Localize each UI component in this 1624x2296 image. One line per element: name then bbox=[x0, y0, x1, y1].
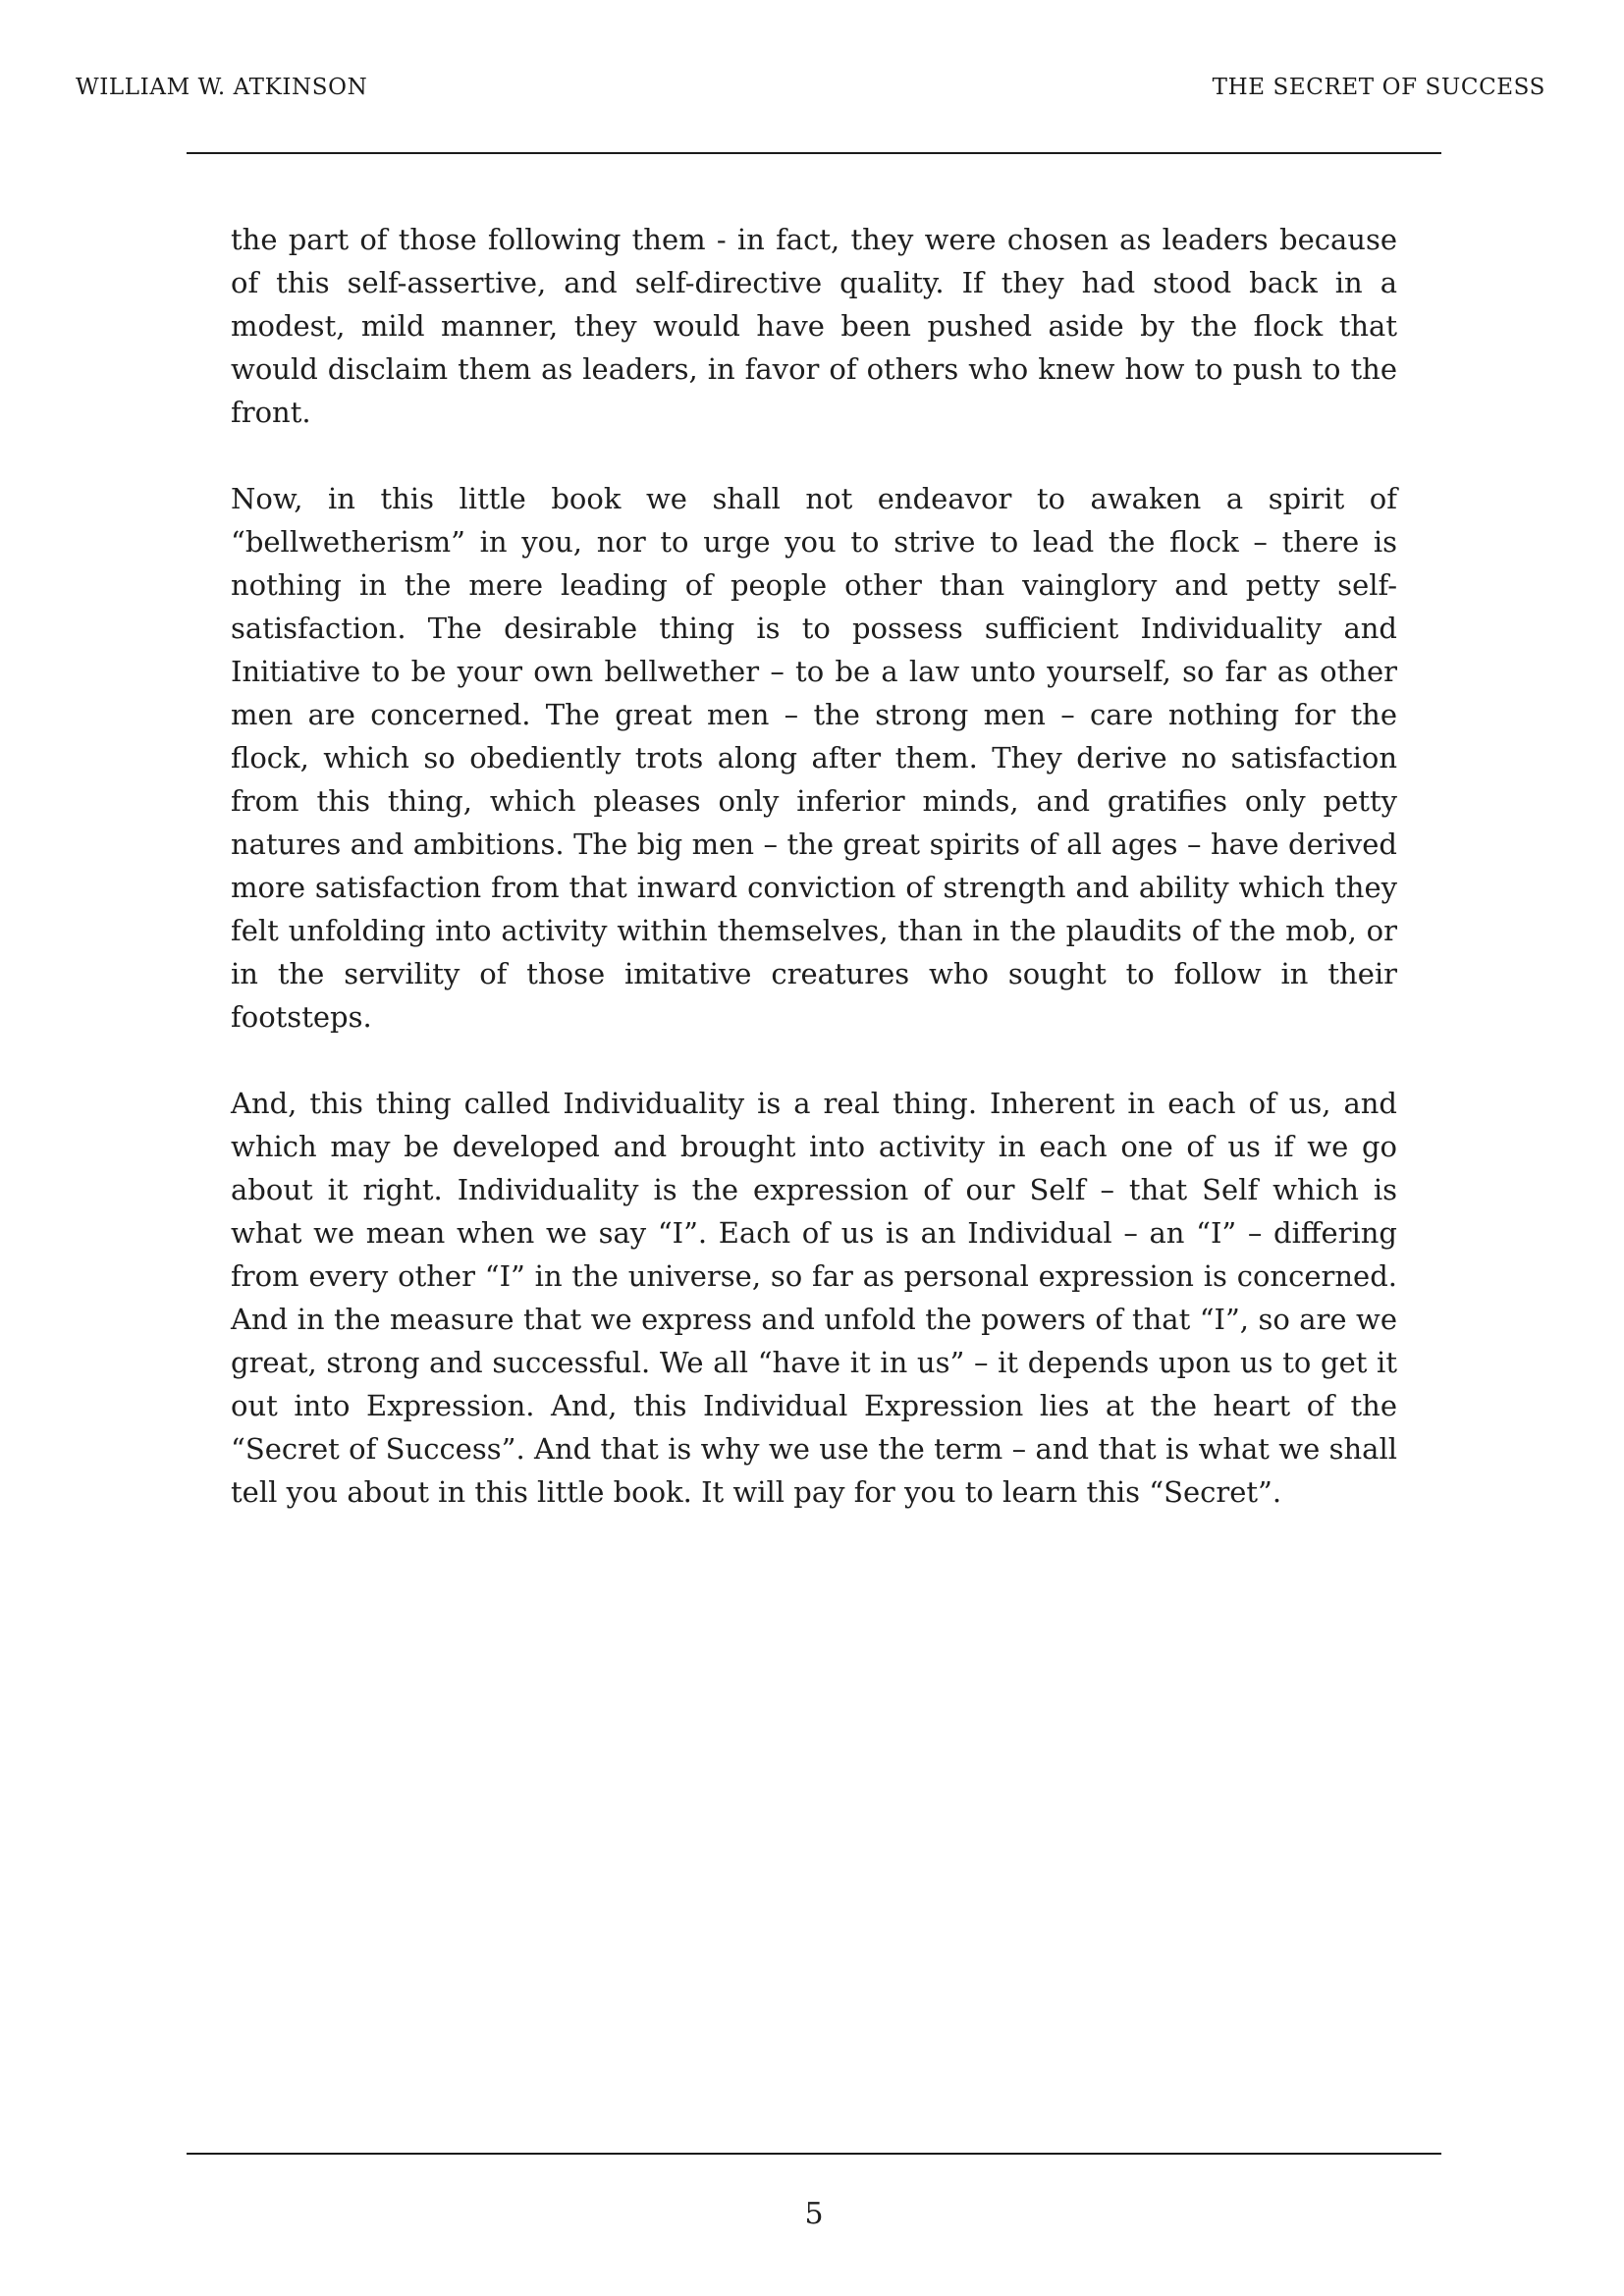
header-divider bbox=[187, 152, 1441, 154]
paragraph: Now, in this little book we shall not endeavor to awaken a spirit of “bellwetherism” in you, nor to urge you to strive to lead the flock – there is nothing in the mere leading of people other than vainglory and petty self-satisfaction. The desirable thing is to possess sufficient Individuality and Initiative to be your own bellwether – to be a law unto yourself, so far as other men are concerned. The great men – the strong men – care nothing for the flock, which so obediently trots along after them. They derive no satisfaction from this thing, which pleases only inferior minds, and gratifies only petty natures and ambitions. The big men – the great spirits of all ages – have derived more satisfaction from that inward conviction of strength and ability which they felt unfolding into activity within themselves, than in the plaudits of the mob, or in the servility of those imitative creatures who sought to follow in their footsteps. bbox=[231, 482, 1397, 1034]
running-head-author: WILLIAM W. ATKINSON bbox=[76, 75, 368, 100]
page-number: 5 bbox=[804, 2197, 824, 2231]
running-head-title: THE SECRET OF SUCCESS bbox=[1212, 75, 1545, 100]
page-body bbox=[231, 218, 1397, 1514]
running-head bbox=[76, 75, 1545, 100]
paragraph: And, this thing called Individuality is a real thing. Inherent in each of us, and which may be developed and brought into activity in each one of us if we go about it right. Individuality is the expression of our Self – that Self which is what we mean when we say “I”. Each of us is an Individual – an “I” – differing from every other “I” in the universe, so far as personal expression is concerned. And in the measure that we express and unfold the powers of that “I”, so are we great, strong and successful. We all “have it in us” – it depends upon us to get it out into Expression. And, this Individual Expression lies at the heart of the “Secret of Success”. And that is why we use the term – and that is what we shall tell you about in this little book. It will pay for you to learn this “Secret”. bbox=[231, 1087, 1397, 1509]
paragraph: the part of those following them - in fact, they were chosen as leaders because of this self-assertive, and self-directive quality. If they had stood back in a modest, mild manner, they would have been pushed aside by the flock that would disclaim them as leaders, in favor of others who knew how to push to the front. bbox=[231, 223, 1397, 429]
footer-divider bbox=[187, 2153, 1441, 2155]
